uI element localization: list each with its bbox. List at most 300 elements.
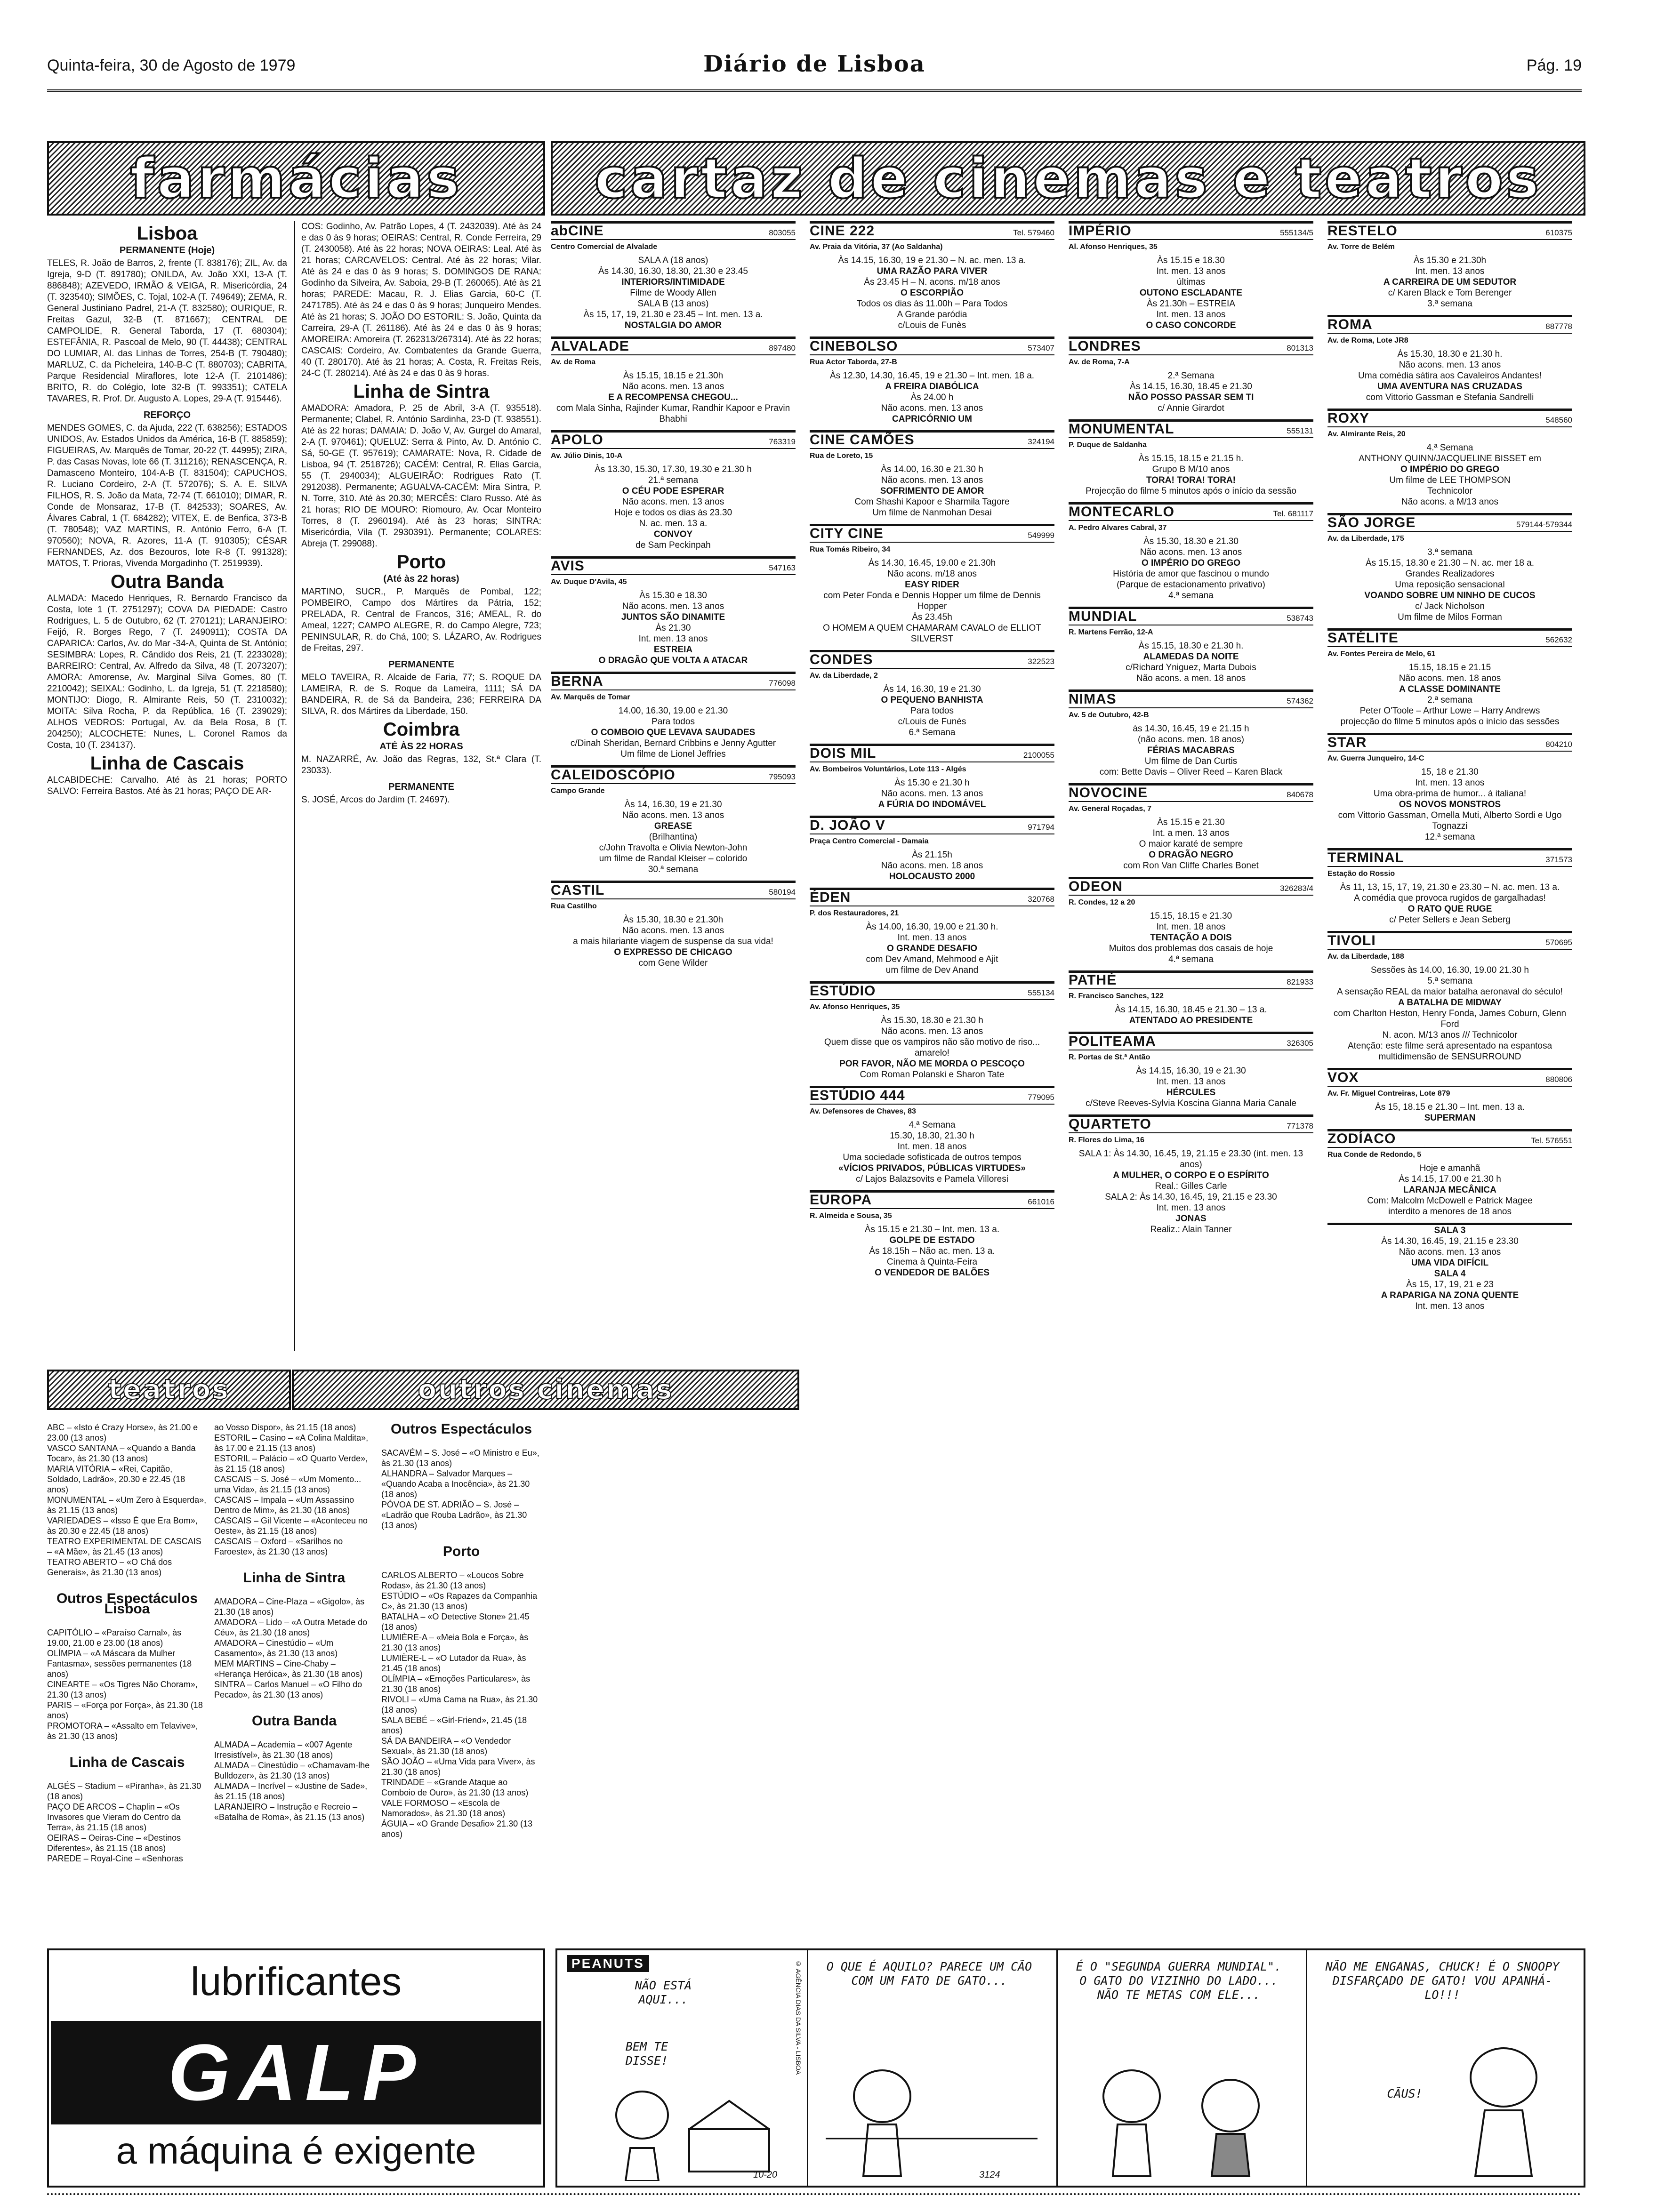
program-line: Às 15, 17, 19, 21 e 23 — [1406, 1280, 1494, 1290]
cinema-program-text — [551, 914, 796, 969]
cinema-name: ROMA — [1327, 317, 1373, 332]
cinema-program — [551, 705, 796, 760]
cinema-name: ROXY — [1327, 410, 1370, 426]
cinema-column-3 — [1069, 221, 1313, 1934]
cinema-address: Av. da Liberdade, 188 — [1327, 953, 1404, 961]
cinema-program — [810, 558, 1054, 644]
cinema-address: R. Almeida e Sousa, 35 — [810, 1212, 892, 1220]
cinema-name: IMPÉRIO — [1069, 223, 1132, 239]
program-line: Hoje e todos os dias às 23.30 — [614, 508, 732, 518]
program-line: Às 15.30 e 18.30 — [639, 591, 707, 601]
cinema-column-2 — [810, 221, 1054, 1934]
program-line: História de amor que fascinou o mundo — [1113, 569, 1269, 579]
cinema-header — [810, 1193, 1054, 1209]
program-line: com Dev Amand, Mehmood e Ajit — [866, 954, 998, 964]
program-line: JONAS — [1175, 1214, 1207, 1224]
comic-panel-2 — [807, 1950, 1058, 2186]
cinema-address: R. Flores do Lima, 16 — [1069, 1136, 1144, 1144]
program-line: EASY RIDER — [905, 580, 959, 590]
program-line: GREASE — [654, 821, 692, 831]
cinema-phone: 779095 — [1028, 1093, 1054, 1102]
program-line: Um filme de Milos Forman — [1398, 612, 1502, 622]
program-line: O maior karaté de sempre — [1139, 839, 1243, 849]
cinema-program-text — [1069, 1066, 1313, 1109]
cinema-phone: 548560 — [1545, 416, 1572, 425]
cinema-program — [810, 1224, 1054, 1278]
program-line: A FÚRIA DO INDOMÁVEL — [878, 800, 986, 809]
cinema-address: Av. Júlio Dinis, 10-A — [551, 452, 623, 460]
cinema-listing — [810, 1190, 1054, 1278]
cinema-listing — [1327, 409, 1572, 507]
cinema-name: SÃO JORGE — [1327, 515, 1416, 530]
cinema-address: Rua Tomás Ribeiro, 34 — [810, 545, 891, 553]
program-line: 5.ª semana — [1427, 976, 1472, 986]
cinema-header — [551, 339, 796, 355]
cinema-name: SATÉLITE — [1327, 630, 1399, 646]
program-line: Às 15.15 e 21.30 — [1157, 817, 1225, 827]
program-line: ALAMEDAS DA NOITE — [1143, 652, 1239, 662]
program-line: OUTONO ESCLADANTE — [1139, 288, 1243, 298]
program-line: Às 23.45 H – N. acons. m/18 anos — [864, 277, 1000, 287]
program-line: OS NOVOS MONSTROS — [1399, 800, 1501, 809]
cinema-header — [1069, 339, 1313, 355]
program-line: Com Shashi Kapoor e Sharmila Tagore — [854, 497, 1010, 507]
cinema-name: D. JOÃO V — [810, 817, 885, 833]
cinema-address: Av. Almirante Reis, 20 — [1327, 430, 1406, 438]
cinema-header — [810, 526, 1054, 543]
program-line: UMA VIDA DIFÍCIL — [1411, 1258, 1489, 1268]
farmacias-col-1 — [47, 221, 287, 1365]
program-line: Às 21.30h – ESTREIA — [1147, 299, 1235, 309]
program-line: Às 21.15h — [912, 850, 952, 860]
program-line: Cinema à Quinta-Feira — [886, 1257, 978, 1267]
cinema-listing — [551, 221, 796, 331]
program-line: NOSTALGIA DO AMOR — [624, 321, 722, 330]
cinema-name: ÉDEN — [810, 890, 851, 905]
outros-cinemas-col-1 — [214, 1412, 374, 1930]
cinema-program — [1327, 547, 1572, 623]
program-line: Às 14, 16.30, 19 e 21.30 — [883, 684, 981, 694]
program-line: 12.ª semana — [1424, 832, 1475, 842]
program-line: c/Louis de Funès — [898, 717, 966, 727]
program-line: c/John Travolta e Olivia Newton-John — [599, 843, 748, 853]
program-line: (Brilhantina) — [649, 832, 698, 842]
cinema-name: STAR — [1327, 735, 1367, 750]
comic-art-3 — [1075, 2044, 1287, 2181]
cinema-listing — [551, 765, 796, 875]
program-line: O RATO QUE RUGE — [1408, 904, 1492, 914]
cinema-program-text — [1069, 255, 1313, 331]
cinema-name: RESTELO — [1327, 223, 1398, 239]
cinema-name: AVIS — [551, 558, 585, 574]
cinema-phone: 549999 — [1028, 531, 1054, 540]
cinema-address: Av. de Roma, 7-A — [1069, 358, 1130, 366]
program-line: Às 15, 18.15 e 21.30 – Int. men. 13 a. — [1375, 1102, 1525, 1112]
program-line: Int. men. 13 anos — [1415, 266, 1485, 276]
program-line: Às 15.30, 18.30 e 21.30 h. — [1397, 349, 1503, 359]
cinema-header — [810, 746, 1054, 762]
program-line: Às 15.30 e 21.30h — [1413, 256, 1487, 265]
program-line: Às 18.15h – Não ac. men. 13 a. — [869, 1246, 995, 1256]
cinema-header — [1327, 515, 1572, 532]
program-line: Int. men. 13 anos — [1415, 778, 1485, 788]
cinema-program-text — [1327, 882, 1572, 925]
cinema-name: VOX — [1327, 1070, 1359, 1085]
cinema-listing — [1069, 970, 1313, 1026]
cinema-header — [1069, 422, 1313, 438]
program-line: Às 15.15 e 21.30 – Int. men. 13 a. — [864, 1225, 1000, 1234]
program-line: com Peter Fonda e Dennis Hopper um filme de Dennis Hopper — [823, 591, 1041, 611]
cinema-program-text — [810, 684, 1054, 738]
program-line: Real.: Gilles Carle — [1155, 1181, 1227, 1191]
program-line: Int. men. 13 anos — [897, 933, 967, 943]
program-line: Sessões às 14.00, 16.30, 19.00 21.30 h — [1371, 965, 1529, 975]
comic-bubble-1a: NÃO ESTÁ AQUI... — [635, 1979, 692, 2006]
cinema-program — [551, 464, 796, 551]
cinema-program-text — [810, 777, 1054, 810]
cinema-listing — [810, 650, 1054, 738]
outros-sintra-heading: Linha de Sintra — [243, 1570, 346, 1586]
program-line: às 14.30, 16.45, 19 e 21.15 h — [1133, 724, 1249, 734]
program-line: A CLASSE DOMINANTE — [1399, 684, 1501, 694]
cinema-header — [810, 1088, 1054, 1105]
cinema-listing — [810, 981, 1054, 1080]
cinema-name: POLITEAMA — [1069, 1034, 1156, 1049]
cinema-address: R. Portas de St.ª Antão — [1069, 1053, 1150, 1061]
cinema-program-text — [1327, 547, 1572, 623]
cinema-program — [810, 464, 1054, 518]
cinema-program — [1327, 1163, 1572, 1217]
cinema-header — [551, 883, 796, 899]
outros-cascais-list: ao Vosso Dispor», às 21.15 (18 anos) ESTORIL – Casino – «A Colina Maldita», às 17.00 e 21.15 (13 anos) ESTORIL – Palácio – «O Quarto Verde», às 21.15 (18 anos) CASCAIS – S. José – «Um Momento... uma Vida», às 21.15 (13 anos) CASCAIS – Impala – «Um Assassino Dentro de Mim», às 21.30 (18 anos) CASCAIS – Gil Vicente – «Aconteceu no Oeste», às 21.15 (18 anos) CASCAIS – Oxford – «Sarilhos no Faroeste», às 21.30 (13 anos) — [214, 1423, 369, 1556]
program-line: Não acons. men. 13 anos — [622, 601, 724, 611]
program-line: A FREIRA DIABÓLICA — [885, 382, 979, 392]
cinema-program-text — [1327, 255, 1572, 309]
program-line: com Mala Sinha, Rajinder Kumar, Randhir Kapoor e Pravin Bhabhi — [556, 403, 790, 424]
cinema-name: LONDRES — [1069, 338, 1141, 354]
page-header — [47, 47, 1582, 92]
program-line: Não acons. men. 13 anos — [1399, 360, 1501, 370]
program-line: c/Steve Reeves-Sylvia Koscina Gianna Maria Canale — [1086, 1098, 1296, 1108]
cinema-phone: 795093 — [769, 772, 796, 781]
cinema-program — [810, 777, 1054, 810]
program-line: A comédia que provoca rugidos de gargalhadas! — [1354, 893, 1546, 903]
program-line: JUNTOS SÃO DINAMITE — [621, 612, 725, 622]
cinema-program — [810, 1120, 1054, 1185]
program-line: O DRAGÃO QUE VOLTA A ATACAR — [598, 656, 748, 665]
cinema-program-text — [1069, 817, 1313, 871]
cinema-address: Av. Guerra Junqueiro, 14-C — [1327, 754, 1424, 762]
program-line: A RAPARIGA NA ZONA QUENTE — [1381, 1290, 1519, 1300]
program-line: Às 15.30, 18.30 e 21.30h — [623, 915, 724, 925]
cinema-listing — [1069, 1114, 1313, 1235]
program-line: Não acons. men. 13 anos — [1399, 1247, 1501, 1257]
page-number: Pág. 19 — [1526, 56, 1582, 74]
cinema-listing — [1327, 315, 1572, 403]
comic-bubble-3: É O "SEGUNDA GUERRA MUNDIAL". O GATO DO VIZINHO DO LADO... NÃO TE METAS COM ELE... — [1076, 1960, 1282, 2002]
program-line: N. acon. M/13 anos /// Technicolor — [1382, 1030, 1518, 1040]
cinema-name: CINEBOLSO — [810, 338, 898, 354]
program-line: ANTHONY QUINN/JACQUELINE BISSET em — [1359, 454, 1541, 464]
comic-art-4 — [1438, 2035, 1569, 2181]
program-line: Hoje e amanhã — [1419, 1163, 1480, 1173]
program-line: O VENDEDOR DE BALÕES — [875, 1268, 989, 1278]
comic-art-1 — [586, 2073, 783, 2181]
program-line: Às 21.30 — [655, 623, 691, 633]
bottom-divider — [47, 2193, 1582, 2195]
cinema-listing — [810, 744, 1054, 810]
cinema-program — [1069, 453, 1313, 497]
cinema-phone: 821933 — [1287, 978, 1313, 986]
program-line: Não acons. men. 13 anos — [881, 1026, 983, 1036]
program-line: Int. men. 13 anos — [1156, 310, 1226, 320]
cinema-program-text — [1327, 662, 1572, 727]
program-line: com Charlton Heston, Henry Fonda, James Coburn, Glenn Ford — [1333, 1009, 1567, 1029]
cinema-address: Av. General Roçadas, 7 — [1069, 805, 1152, 813]
outros-porto-list: CARLOS ALBERTO – «Loucos Sobre Rodas», às 21.30 (13 anos) ESTÚDIO – «Os Rapazes da Companhia C», às 21.30 (13 anos) BATALHA – «O Detective Stone» 21.45 (18 anos) LUMIÈRE-A – «Meia Bola e Força», às 21.30 (13 anos) LUMIÈRE-L – «O Lutador da Rua», às 21.45 (18 anos) OLÍMPIA – «Emoções Particulares», às 21.30 (18 anos) RIVOLI – «Uma Cama na Rua», às 21.30 (18 anos) SALA BEBÉ – «Girl-Friend», 21.45 (18 anos) SÁ DA BANDEIRA – «O Vendedor Sexual», às 21.30 (18 anos) SÃO JOÃO – «Uma Vida para Viver», às 21.30 (18 anos) TRINDADE – «Grande Ataque ao Comboio de Ouro», às 21.30 (13 anos) VALE FORMOSO – «Escola de Namorados», às 21.30 (18 anos) ÁGUIA – «O Grande Desafio» 21.30 (13 anos) — [381, 1571, 538, 1839]
program-line: O GRANDE DESAFIO — [886, 944, 978, 954]
cinema-address: Rua Conde de Redondo, 5 — [1327, 1151, 1422, 1159]
cinema-program — [1327, 1102, 1572, 1123]
cinema-program-text — [1069, 1004, 1313, 1026]
farmacias-title: farmácias — [130, 146, 462, 211]
cascais-list-cont: COS: Godinho, Av. Patrão Lopes, 4 (T. 2432039). Até às 24 e das 0 às 9 horas; OEIRAS: Central, R. Conde Ferreira, 29 (T. 2430058). Até às 22 horas; NOVA OEIRAS: Leal. Até às 21 horas; CARCAVELOS: Central. Até às 22 horas; Vilar. Até às 24 e das 0 às 9 horas; S. DOMINGOS DE RANA: Godinho da Silveira, Av. Saboia, 29-B (T. 260065). Até às 21 horas; PAREDE: Macau, R. J. Elias Garcia, 60-C (T. 2471785). Até às 24 e das 0 às 9 horas; Junqueiro Mendes. Até às 21 horas; S. JOÃO DO ESTORIL: S. João, Quinta da Carreira, 29-A (T. 261186). Até às 24 e das 0 às 9 horas; AMOREIRA: Amoreira (T. 262313/267314). Até às 22 horas; CASCAIS: Cordeiro, Av. Combatentes da Grande Guerra, 40 (T. 280170). Até às 21 horas; A. Costa, R. Freitas Reis, 24-C (T. 280214). Até às 24 e das 0 às 9 horas. — [301, 222, 541, 378]
cinema-phone: 570695 — [1545, 938, 1572, 947]
cinema-listing — [551, 556, 796, 666]
cinema-program — [1069, 1066, 1313, 1109]
program-line: c/Richard Yniguez, Marta Dubois — [1126, 663, 1256, 673]
program-line: projecção do filme 5 minutos após o início das sessões — [1340, 717, 1560, 727]
cinema-address: Av. Defensores de Chaves, 83 — [810, 1107, 916, 1115]
cinema-listing — [1327, 733, 1572, 842]
outra-banda-heading: Outra Banda — [110, 571, 224, 592]
program-line: O IMPÉRIO DO GREGO — [1400, 465, 1500, 474]
program-line: um filme de Randal Kleiser – colorido — [599, 854, 748, 864]
program-line: CONVOY — [653, 529, 693, 539]
comic-bubble-4a: NÃO ME ENGANAS, CHUCK! É O SNOOPY DISFARÇADO DE GATO! VOU APANHÁ-LO!!! — [1325, 1960, 1560, 2002]
program-line: UMA RAZÃO PARA VIVER — [877, 266, 988, 276]
program-line: O DRAGÃO NEGRO — [1149, 850, 1233, 860]
outra-banda-list: ALMADA: Macedo Henriques, R. Bernardo Francisco da Costa, lote 1 (T. 2751297); COVA DA PIEDADE: Castro Rodrigues, L. 5 de Outubro, 62 (T. 270121); LARANJEIRO: Feijó, R. Borges Rego, 7 (T. 2490911); COSTA DA CAPARICA: Carlos, Av. do Mar -34-A, Quinta de St. António; SESIMBRA: Lopes, R. Cândido dos Reis, 21 (T. 2233028); BARREIRO: Central, Av. Alfredo da Silva, 48 (T. 2073207); AMORA: Amorense, Av. Marginal Silva Gomes, 80 (T. 2210042); SEIXAL: Godinho, L. da Igreja, 51 (T. 2218580); MONTIJO: Diogo, R. Almirante Reis, 50 (T. 2310032); MOITA: Silva Rocha, P. da República, 16 (T. 239029); ALHOS VEDROS: Portugal, Av. da Bela Rosa, 8 (T. 204250); ALCOCHETE: Nunes, L. Coronel Ramos da Costa, 10 (T. 234137). — [47, 593, 287, 750]
cinema-listing — [551, 430, 796, 551]
cinema-header — [1327, 735, 1572, 752]
program-line: Não acons. men. 13 anos — [1140, 547, 1242, 557]
program-line: O IMPÉRIO DO GREGO — [1141, 558, 1241, 568]
program-line: Às 15.30, 18.30 e 21.30 — [1143, 537, 1239, 546]
program-line: HOLOCAUSTO 2000 — [889, 872, 975, 882]
program-line: a mais hilariante viagem de suspense da sua vida! — [573, 937, 773, 946]
cinema-header — [551, 224, 796, 240]
cinema-address: Av. Afonso Henriques, 35 — [810, 1003, 900, 1011]
program-line: c/ Annie Girardot — [1158, 403, 1224, 413]
cinema-listing — [1069, 689, 1313, 777]
cinema-name: PATHÉ — [1069, 972, 1117, 988]
program-line: Um filme de Dan Curtis — [1144, 756, 1238, 766]
program-line: Às 23.45h — [912, 612, 952, 622]
program-line: Int. men. 18 anos — [1156, 922, 1226, 932]
cinema-phone: Tel. 681117 — [1273, 509, 1313, 518]
program-line: A sensação REAL da maior batalha aeronaval do século! — [1337, 987, 1563, 997]
cinema-program — [1069, 1148, 1313, 1235]
cinema-program-text — [551, 464, 796, 551]
cinema-name: NIMAS — [1069, 691, 1117, 707]
program-line: Int. a men. 13 anos — [1152, 828, 1230, 838]
program-line: Não acons. a M/13 anos — [1401, 497, 1498, 507]
cinema-listing — [1069, 877, 1313, 965]
program-line: Às 14, 16.30, 19 e 21.30 — [624, 800, 722, 809]
cinema-name: MUNDIAL — [1069, 609, 1137, 624]
comic-panel-1 — [557, 1950, 808, 2186]
program-line: Às 15.15, 18.15 e 21.15 h. — [1138, 454, 1244, 464]
cinema-address: Av. Fr. Miguel Contreiras, Lote 879 — [1327, 1090, 1450, 1098]
cinema-header — [810, 224, 1054, 240]
cinema-listing — [1069, 502, 1313, 601]
program-line: Uma obra-prima de humor... à italiana! — [1373, 789, 1527, 799]
cascais-heading: Linha de Cascais — [90, 753, 244, 774]
program-line: interdito a menores de 18 anos — [1388, 1207, 1512, 1217]
cinema-name: CASTIL — [551, 882, 605, 898]
program-line: Não acons. men. 13 anos — [622, 497, 724, 507]
program-line: Int. men. 13 anos — [1156, 266, 1226, 276]
issue-date: Quinta-feira, 30 de Agosto de 1979 — [47, 56, 296, 74]
program-line: Não acons. a men. 18 anos — [1136, 673, 1246, 683]
comic-art-2 — [826, 2044, 1038, 2181]
cinema-name: CONDES — [810, 652, 873, 667]
cinema-program — [810, 684, 1054, 738]
cinema-program-text — [1327, 965, 1572, 1062]
program-line: c/Louis de Funès — [898, 321, 966, 330]
cinema-header — [810, 652, 1054, 669]
cinema-program-text — [1069, 1148, 1313, 1235]
program-line: 3.ª semana — [1427, 299, 1472, 309]
cinema-name: TIVOLI — [1327, 933, 1376, 948]
program-line: com Vittorio Gassman e Stefania Sandrelli — [1366, 393, 1534, 402]
cinema-phone: 840678 — [1287, 790, 1313, 799]
program-line: Não acons. men. 13 anos — [881, 403, 983, 413]
cinema-header — [551, 559, 796, 575]
cinema-phone: 661016 — [1028, 1197, 1054, 1206]
cinema-listing — [1069, 419, 1313, 497]
cinema-program — [1327, 767, 1572, 842]
program-line: 4.ª Semana — [1426, 443, 1473, 453]
cinema-name: APOLO — [551, 432, 603, 448]
program-line: com: Bette Davis – Oliver Reed – Karen Black — [1099, 767, 1283, 777]
cinema-program — [810, 370, 1054, 425]
cinema-listing — [1327, 1223, 1572, 1312]
cinema-address: Av. da Liberdade, 175 — [1327, 535, 1404, 543]
program-line: O EXPRESSO DE CHICAGO — [614, 947, 732, 957]
program-line: 4.ª semana — [1168, 954, 1214, 964]
program-line: LARANJA MECÂNICA — [1403, 1185, 1496, 1195]
program-line: CAPRICÓRNIO UM — [892, 414, 972, 424]
cinema-address: R. Condes, 12 a 20 — [1069, 898, 1135, 906]
cinema-address: Av. da Liberdade, 2 — [810, 672, 878, 680]
cinema-program — [810, 922, 1054, 976]
cinema-program-text — [1327, 349, 1572, 403]
cinema-name: CINE CAMÕES — [810, 432, 915, 448]
cinema-address: Av. Duque D'Avila, 45 — [551, 578, 627, 586]
cinema-listing — [1327, 1068, 1572, 1123]
porto-heading: Porto — [396, 552, 446, 572]
program-line: SALA B (13 anos) — [637, 299, 709, 309]
program-line: Às 15, 17, 19, 21.30 e 23.45 – Int. men. 13 a. — [583, 310, 763, 320]
program-line: Int. men. 13 anos — [1415, 1301, 1485, 1311]
program-line: Um filme de LEE THOMPSON — [1389, 475, 1511, 485]
program-line: ATENTADO AO PRESIDENTE — [1129, 1016, 1253, 1026]
cinema-program — [551, 370, 796, 425]
cinema-phone: 562632 — [1545, 635, 1572, 644]
program-line: com Ron Van Cliffe Charles Bonet — [1123, 861, 1259, 871]
cinema-program-text — [1069, 370, 1313, 414]
program-line: 3.ª semana — [1427, 547, 1472, 557]
program-line: c/ Peter Sellers e Jean Seberg — [1389, 915, 1511, 925]
program-line: Muitos dos problemas dos casais de hoje — [1109, 944, 1273, 954]
cinema-program-text — [810, 370, 1054, 425]
program-line: 21.ª semana — [648, 475, 699, 485]
cinema-header — [1327, 317, 1572, 334]
cinema-phone: 579144-579344 — [1516, 520, 1572, 529]
program-line: (Parque de estacionamento privativo) — [1117, 580, 1265, 590]
teatros-title: teatros — [108, 1373, 230, 1405]
cinema-phone: 580194 — [769, 888, 796, 897]
cinema-name: CALEIDOSCÓPIO — [551, 767, 676, 783]
cinema-phone: 326283/4 — [1280, 884, 1313, 893]
cinema-listing — [1069, 221, 1313, 331]
program-line: INTERIORS/INTIMIDADE — [621, 277, 725, 287]
cinema-listing — [810, 816, 1054, 882]
cinema-program — [1069, 817, 1313, 871]
cinema-listing — [551, 337, 796, 425]
cinema-program — [1069, 723, 1313, 777]
cinema-phone: 555134/5 — [1280, 228, 1313, 237]
outros-porto-heading: Porto — [442, 1544, 480, 1559]
cinema-program-text — [810, 1120, 1054, 1185]
cinema-name: DOIS MIL — [810, 745, 877, 761]
cinema-header — [810, 818, 1054, 834]
cinema-phone: 776098 — [769, 679, 796, 688]
program-line: Às 14.15, 16.30, 18.45 e 21.30 – 13 a. — [1115, 1005, 1267, 1015]
cinema-program-text — [1327, 1225, 1572, 1312]
cinema-phone: 322523 — [1028, 657, 1054, 666]
comic-bubble-1b: BEM TE DISSE! — [625, 2040, 668, 2068]
program-line: Peter O'Toole – Arthur Lowe – Harry Andrews — [1359, 706, 1540, 716]
porto-sub: (Até às 22 horas) — [383, 574, 459, 584]
cinema-header — [1327, 1070, 1572, 1087]
comic-copyright: © AGÊNCIA DIAS DA SILVA - LISBOA — [795, 1960, 802, 2075]
cinema-address: Rua de Loreto, 15 — [810, 452, 873, 460]
cinema-header — [810, 984, 1054, 1000]
program-line: últimas — [1176, 277, 1206, 287]
cinema-program-text — [551, 705, 796, 760]
ad-headline: lubrificantes — [190, 1959, 402, 2004]
program-line: HÉRCULES — [1166, 1088, 1216, 1098]
program-line: Às 24.00 h — [910, 393, 954, 402]
cinema-name: MONUMENTAL — [1069, 421, 1174, 437]
cinema-header — [1069, 505, 1313, 521]
cinema-address: R. Martens Ferrão, 12-A — [1069, 628, 1153, 636]
program-line: O CÉU PODE ESPERAR — [622, 486, 724, 496]
program-line: Technicolor — [1427, 486, 1473, 496]
cinema-program — [551, 590, 796, 666]
program-line: TORA! TORA! TORA! — [1146, 475, 1236, 485]
cinema-name: ALVALADE — [551, 338, 629, 354]
cinema-header — [1327, 224, 1572, 240]
cinema-address: Av. Marquês de Tomar — [551, 693, 630, 701]
cinema-name: ODEON — [1069, 879, 1123, 894]
cinema-header — [551, 433, 796, 449]
cinema-name: ESTÚDIO — [810, 983, 876, 999]
cinema-program-text — [810, 922, 1054, 976]
